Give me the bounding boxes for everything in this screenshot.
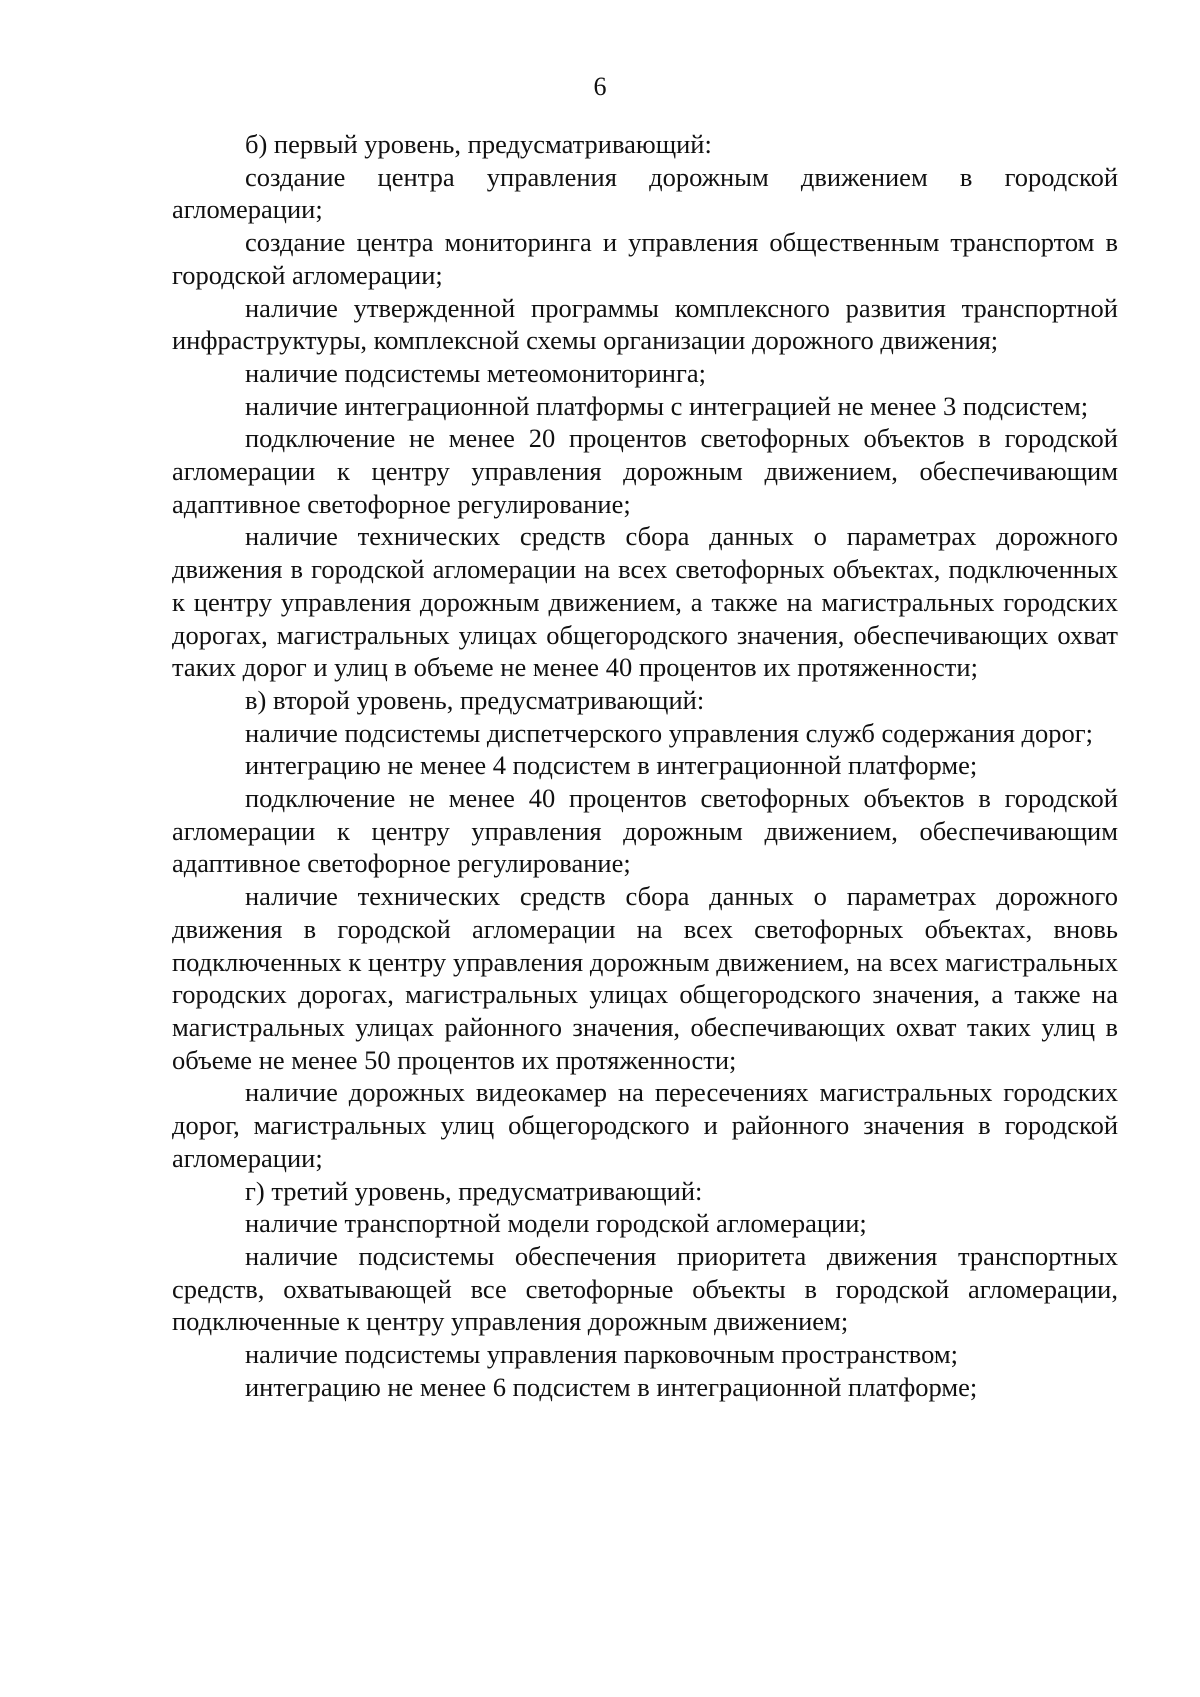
paragraph: наличие технических средств сбора данных о параметрах дорожного движения в городской агломерации на всех светофорных объектах, подключенных к центру управления дорожным движением, а также на магистральных городских дорогах, магистральных улицах общегородского значения, обеспечивающих охват таких дорог и улиц в объеме не менее 40 процентов их протяженности; — [172, 521, 1118, 683]
paragraph: наличие утвержденной программы комплексного развития транспортной инфраструктуры, комплексной схемы организации дорожного движения; — [172, 292, 1118, 356]
paragraph: наличие транспортной модели городской агломерации; — [245, 1208, 867, 1239]
paragraph: наличие подсистемы управления парковочным пространством; — [245, 1339, 958, 1370]
paragraph: подключение не менее 20 процентов светофорных объектов в городской агломерации к центру управления дорожным движением, обеспечивающим адаптивное светофорное регулирование; — [172, 423, 1118, 519]
page-number: 6 — [593, 72, 607, 101]
paragraph-level-3-heading: г) третий уровень, предусматривающий: — [245, 1175, 703, 1206]
paragraph: интеграцию не менее 6 подсистем в интеграционной платформе; — [245, 1371, 978, 1402]
paragraph: наличие подсистемы диспетчерского управления служб содержания дорог; — [245, 717, 1093, 748]
paragraph-level-1-heading: б) первый уровень, предусматривающий: — [245, 129, 712, 159]
paragraph: создание центра мониторинга и управления общественным транспортом в городской агломерации; — [172, 227, 1118, 290]
paragraph: наличие подсистемы метеомониторинга; — [245, 357, 706, 388]
paragraph-level-2-heading: в) второй уровень, предусматривающий: — [245, 684, 705, 715]
paragraph: создание центра управления дорожным движением в городской агломерации; — [172, 161, 1118, 225]
paragraph: наличие подсистемы обеспечения приоритета движения транспортных средств, охватывающей все светофорные объекты в городской агломерации, подключенные к центру управления дорожным движением; — [172, 1240, 1118, 1337]
paragraph: наличие интеграционной платформы с интеграцией не менее 3 подсистем; — [245, 390, 1089, 421]
paragraph: подключение не менее 40 процентов светофорных объектов в городской агломерации к центру управления дорожным движением, обеспечивающим адаптивное светофорное регулирование; — [172, 783, 1118, 879]
document-body — [172, 128, 1118, 1403]
paragraph: наличие технических средств сбора данных о параметрах дорожного движения в городской агломерации на всех светофорных объектах, вновь подключенных к центру управления дорожным движением, на всех магистральных городских дорогах, магистральных улицах общегородского значения, а также на магистральных улицах районного значения, обеспечивающих охват таких улиц в объеме не менее 50 процентов их протяженности; — [172, 881, 1118, 1075]
paragraph: наличие дорожных видеокамер на пересечениях магистральных городских дорог, магистральных улиц общегородского и районного значения в городской агломерации; — [172, 1077, 1118, 1173]
paragraph: интеграцию не менее 4 подсистем в интеграционной платформе; — [245, 750, 978, 781]
